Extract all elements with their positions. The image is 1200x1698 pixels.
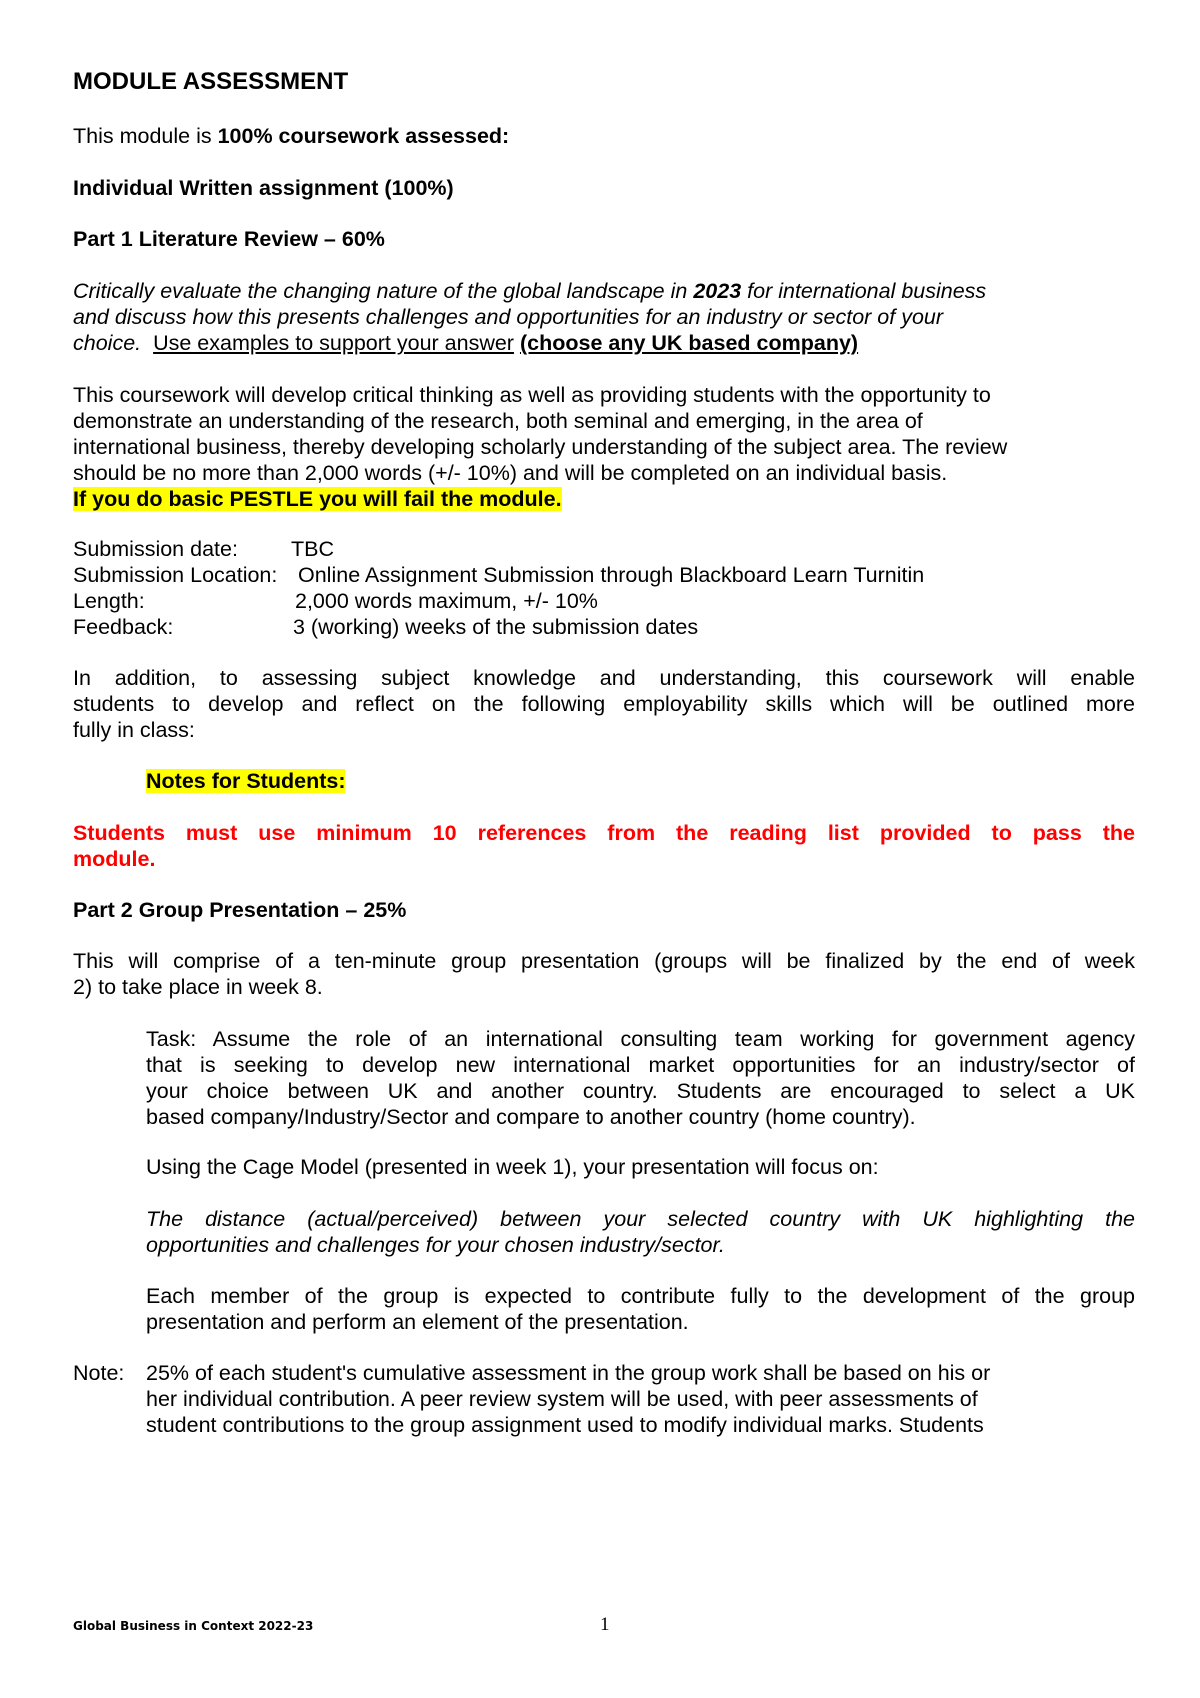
part1-task-text-post: for international business bbox=[741, 279, 987, 303]
part1-heading: Part 1 Literature Review – 60% bbox=[73, 227, 385, 251]
notes-heading-text: Notes for Students: bbox=[146, 769, 346, 793]
individual-heading: Individual Written assignment (100%) bbox=[73, 176, 454, 200]
part2-desc-line: This will comprise of a ten-minute group presentation (groups will be finalized by the end of week bbox=[73, 949, 1135, 973]
part2-task-line: your choice between UK and another country. Students are encouraged to select a UK bbox=[146, 1079, 1135, 1103]
detail-value: 3 (working) weeks of the submission dates bbox=[293, 615, 699, 639]
page-title: MODULE ASSESSMENT bbox=[73, 68, 349, 95]
page-number: 1 bbox=[600, 1614, 610, 1635]
addition-line: students to develop and reflect on the following employability skills which will be outlined more bbox=[73, 692, 1135, 716]
part1-task-line-3 bbox=[73, 329, 858, 357]
part1-task-company: (choose any UK based company) bbox=[519, 331, 859, 355]
detail-row bbox=[73, 561, 924, 589]
detail-value: Online Assignment Submission through Blackboard Learn Turnitin bbox=[298, 563, 925, 587]
part1-task-year: 2023 bbox=[693, 279, 742, 303]
part1-desc-line: demonstrate an understanding of the research, both seminal and emerging, in the area of bbox=[73, 409, 923, 433]
part2-desc-line: 2) to take place in week 8. bbox=[73, 975, 323, 999]
detail-row bbox=[73, 587, 598, 615]
notes-heading bbox=[146, 767, 345, 795]
part1-task-choice: choice. bbox=[73, 331, 142, 355]
intro-line bbox=[73, 122, 509, 150]
focus-line: The distance (actual/perceived) between your selected country with UK highlighting the bbox=[146, 1207, 1135, 1231]
detail-label: Submission date: bbox=[73, 537, 238, 561]
part1-task-line-2: and discuss how this presents challenges and opportunities for an industry or sector of your bbox=[73, 305, 944, 329]
detail-row bbox=[73, 535, 334, 563]
part1-desc-line: international business, thereby developing scholarly understanding of the subject area. The review bbox=[73, 435, 1008, 459]
detail-label: Feedback: bbox=[73, 615, 174, 639]
addition-line: fully in class: bbox=[73, 718, 195, 742]
part1-task-text: Critically evaluate the changing nature of the global landscape in bbox=[73, 279, 694, 303]
part1-desc-line: This coursework will develop critical thinking as well as providing students with the opportunity to bbox=[73, 383, 991, 407]
detail-value: TBC bbox=[291, 537, 334, 561]
pestle-warning-text: If you do basic PESTLE you will fail the module. bbox=[73, 487, 562, 511]
note-line: student contributions to the group assignment used to modify individual marks. Students bbox=[146, 1413, 984, 1437]
part2-heading: Part 2 Group Presentation – 25% bbox=[73, 898, 407, 922]
pestle-warning bbox=[73, 485, 562, 513]
part1-task-examples: Use examples to support your answer bbox=[153, 331, 514, 355]
member-line: presentation and perform an element of the presentation. bbox=[146, 1310, 689, 1334]
addition-line: In addition, to assessing subject knowledge and understanding, this coursework will enable bbox=[73, 666, 1135, 690]
detail-value: 2,000 words maximum, +/- 10% bbox=[295, 589, 598, 613]
part1-task-line-1 bbox=[73, 277, 986, 305]
footer-course: Global Business in Context 2022-23 bbox=[73, 1619, 314, 1633]
note-line: 25% of each student's cumulative assessment in the group work shall be based on his or bbox=[146, 1361, 991, 1385]
detail-row bbox=[73, 613, 698, 641]
detail-label: Submission Location: bbox=[73, 563, 278, 587]
intro-prefix: This module is bbox=[73, 124, 218, 148]
note-label: Note: bbox=[73, 1361, 125, 1385]
detail-label: Length: bbox=[73, 589, 145, 613]
part2-task-line: based company/Industry/Sector and compare to another country (home country). bbox=[146, 1105, 916, 1129]
cage-line: Using the Cage Model (presented in week 1), your presentation will focus on: bbox=[146, 1155, 879, 1179]
intro-bold: 100% coursework assessed: bbox=[217, 124, 510, 148]
focus-line: opportunities and challenges for your chosen industry/sector. bbox=[146, 1233, 725, 1257]
part2-task-line: that is seeking to develop new international market opportunities for an industry/sector of bbox=[146, 1053, 1135, 1077]
part2-task-line: Task: Assume the role of an international consulting team working for government agency bbox=[146, 1027, 1135, 1051]
part1-desc-line: should be no more than 2,000 words (+/- 10%) and will be completed on an individual basis. bbox=[73, 461, 948, 485]
note-line: her individual contribution. A peer review system will be used, with peer assessments of bbox=[146, 1387, 978, 1411]
member-line: Each member of the group is expected to contribute fully to the development of the group bbox=[146, 1284, 1135, 1308]
references-line: Students must use minimum 10 references from the reading list provided to pass the bbox=[73, 821, 1135, 845]
references-line: module. bbox=[73, 847, 156, 871]
